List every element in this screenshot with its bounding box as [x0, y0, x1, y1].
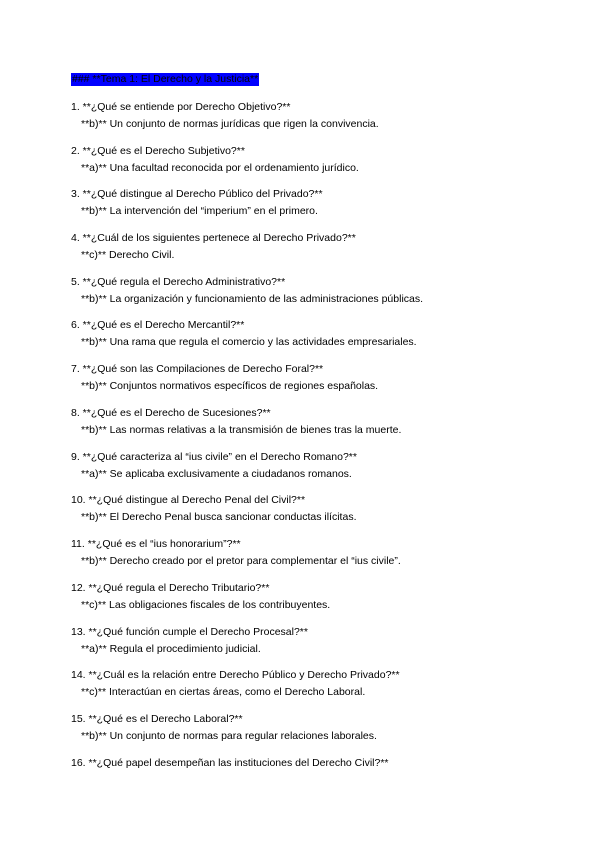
- answer-text: **c)** Derecho Civil.: [81, 249, 175, 261]
- question-text: 6. **¿Qué es el Derecho Mercantil?**: [71, 319, 245, 331]
- answer-text: **b)** Un conjunto de normas jurídicas que rigen la convivencia.: [81, 118, 379, 130]
- question-item-12: [71, 580, 571, 614]
- question-text: 13. **¿Qué función cumple el Derecho Procesal?**: [71, 626, 308, 638]
- answer-text: **a)** Se aplicaba exclusivamente a ciudadanos romanos.: [81, 468, 352, 480]
- answer-text: **b)** Las normas relativas a la transmisión de bienes tras la muerte.: [81, 424, 402, 436]
- question-text: 16. **¿Qué papel desempeñan las instituciones del Derecho Civil?**: [71, 757, 389, 769]
- question-text: 5. **¿Qué regula el Derecho Administrativo?**: [71, 276, 286, 288]
- question-text: 11. **¿Qué es el “ius honorarium”?**: [71, 538, 241, 550]
- question-item-15: [71, 711, 571, 745]
- answer-text: **b)** Un conjunto de normas para regular relaciones laborales.: [81, 730, 377, 742]
- question-item-10: [71, 492, 571, 526]
- question-item-7: [71, 361, 571, 395]
- question-text: 9. **¿Qué caracteriza al “ius civile” en el Derecho Romano?**: [71, 451, 357, 463]
- answer-text: **b)** La intervención del “imperium” en el primero.: [81, 205, 318, 217]
- document-heading: ### **Tema 1: El Derecho y la Justicia**: [72, 73, 259, 85]
- question-item-6: [71, 317, 571, 351]
- question-item-3: [71, 186, 571, 220]
- question-item-16: [71, 755, 571, 772]
- answer-text: **b)** Una rama que regula el comercio y las actividades empresariales.: [81, 336, 417, 348]
- answer-text: **a)** Regula el procedimiento judicial.: [81, 643, 261, 655]
- question-item-2: [71, 143, 571, 177]
- answer-text: **b)** La organización y funcionamiento de las administraciones públicas.: [81, 293, 424, 305]
- question-item-14: [71, 667, 571, 701]
- question-item-9: [71, 449, 571, 483]
- question-text: 8. **¿Qué es el Derecho de Sucesiones?**: [71, 407, 271, 419]
- question-text: 3. **¿Qué distingue al Derecho Público del Privado?**: [71, 188, 323, 200]
- question-item-5: [71, 274, 571, 308]
- question-text: 1. **¿Qué se entiende por Derecho Objetivo?**: [71, 101, 291, 113]
- answer-text: **b)** El Derecho Penal busca sancionar conductas ilícitas.: [81, 511, 357, 523]
- question-item-11: [71, 536, 571, 570]
- answer-text: **b)** Conjuntos normativos específicos de regiones españolas.: [81, 380, 379, 392]
- question-text: 12. **¿Qué regula el Derecho Tributario?**: [71, 582, 270, 594]
- answer-text: **b)** Derecho creado por el pretor para complementar el “ius civile”.: [81, 555, 401, 567]
- answer-text: **a)** Una facultad reconocida por el ordenamiento jurídico.: [81, 162, 359, 174]
- question-text: 14. **¿Cuál es la relación entre Derecho Público y Derecho Privado?**: [71, 669, 400, 681]
- question-item-13: [71, 624, 571, 658]
- question-text: 2. **¿Qué es el Derecho Subjetivo?**: [71, 145, 245, 157]
- answer-text: **c)** Las obligaciones fiscales de los contribuyentes.: [81, 599, 331, 611]
- question-item-4: [71, 230, 571, 264]
- question-text: 15. **¿Qué es el Derecho Laboral?**: [71, 713, 243, 725]
- answer-text: **c)** Interactúan en ciertas áreas, como el Derecho Laboral.: [81, 686, 366, 698]
- question-item-8: [71, 405, 571, 439]
- question-item-1: [71, 99, 571, 133]
- question-text: 7. **¿Qué son las Compilaciones de Derecho Foral?**: [71, 363, 324, 375]
- question-text: 4. **¿Cuál de los siguientes pertenece al Derecho Privado?**: [71, 232, 356, 244]
- question-text: 10. **¿Qué distingue al Derecho Penal del Civil?**: [71, 494, 306, 506]
